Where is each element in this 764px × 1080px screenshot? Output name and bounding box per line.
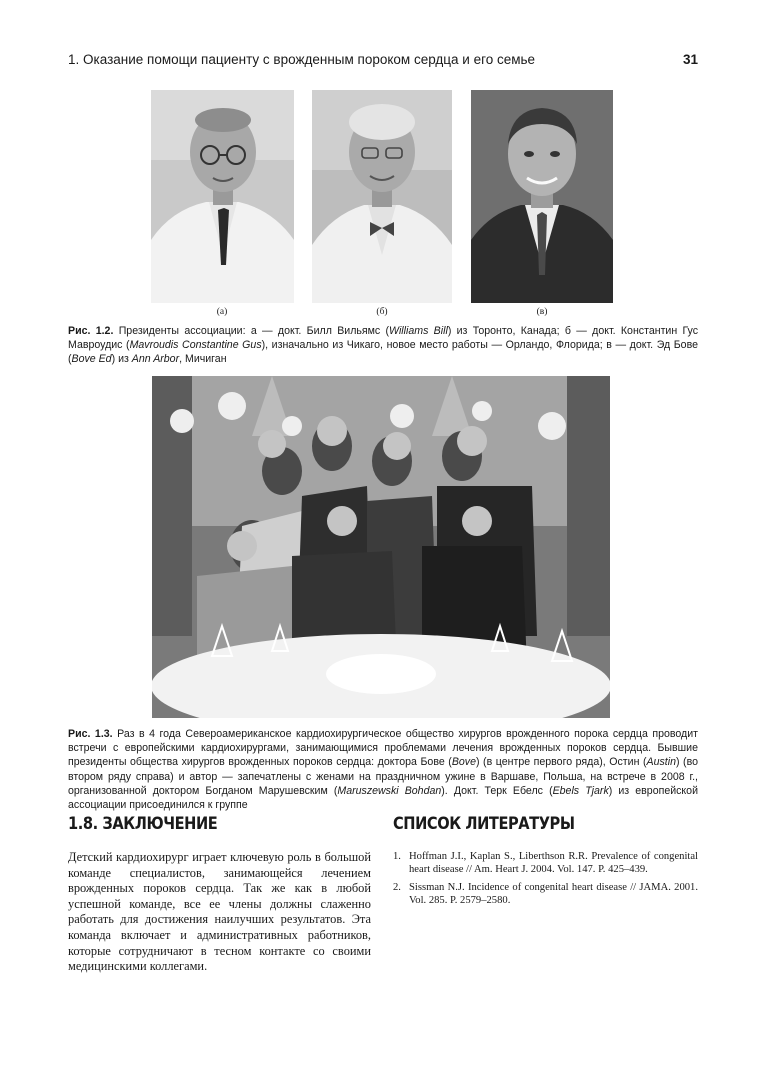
figure-1-3-caption: Рис. 1.3. Раз в 4 года Североамериканское кардиохирургическое общество хирургов врожденного порока сердца проводит встречи с европейскими кардиохирургами, занимающимися проблемами лечения врожденных пороков сердца. Бывшие президенты общества хирургов врожденных пороков сердца: доктора Бове (Bove) (в центре первого ряда), Остин (Austin) (во втором ряду справа) и автор — запечатлены с женами на праздничном ужине в Варшаве, Польша, на встрече в 2008 г., организованной доктором Богданом Марушевским (Maruszewski Bohdan). Докт. Терк Ебелс (Ebels Tjark) из европейской ассоциации присоединился к группе: [68, 728, 698, 812]
figure-1-2-sublabel-b: (б): [376, 307, 388, 317]
figure-1-2-caption: Рис. 1.2. Президенты ассоциации: а — докт. Билл Вильямс (Williams Bill) из Торонто, Канада; б — докт. Константин Гус Мавроудис (Mavroudis Constantine Gus), изначально из Чикаго, новое место работы — Орландо, Флорида; в — докт. Эд Бове (Bove Ed) из Ann Arbor, Мичиган: [68, 325, 698, 366]
caption-label: Рис. 1.2.: [68, 325, 114, 337]
figure-1-2-sublabel-a: (а): [216, 307, 228, 317]
figure-1-2-sublabel-c: (в): [536, 307, 548, 317]
reference-item: 1. Hoffman J.I., Kaplan S., Liberthson R.R. Prevalence of congenital heart disease // Am. Heart J. 2004. Vol. 147. P. 425–439.: [393, 851, 698, 875]
portrait-williams-bill: [151, 90, 294, 303]
portrait-mavroudis-constantine: [312, 90, 452, 303]
running-header: [68, 52, 698, 70]
references-heading: СПИСОК ЛИТЕРАТУРЫ: [393, 814, 575, 834]
group-photo-warsaw-dinner: [152, 376, 610, 718]
portrait-bove-ed: [471, 90, 613, 303]
header-title: 1. Оказание помощи пациенту с врожденным пороком сердца и его семье: [68, 52, 536, 67]
caption-label: Рис. 1.3.: [68, 728, 113, 740]
references-list: [393, 850, 698, 912]
conclusion-paragraph: Детский кардиохирург играет ключевую роль в большой команде специалистов, занимающейся лечением врожденных пороков сердца. Так же как в любой успешной команде, все ее члены должны слаженно работать для достижения наилучших результатов. Эта команда включает и административных работников, которые сотрудничают в тесном контакте со своими медицинскими коллегами.: [68, 850, 371, 974]
reference-item: 2. Sissman N.J. Incidence of congenital heart disease // JAMA. 2001. Vol. 285. P. 2579–2580.: [393, 882, 698, 906]
conclusion-heading: 1.8. ЗАКЛЮЧЕНИЕ: [68, 814, 218, 834]
page-number: 31: [682, 52, 698, 67]
